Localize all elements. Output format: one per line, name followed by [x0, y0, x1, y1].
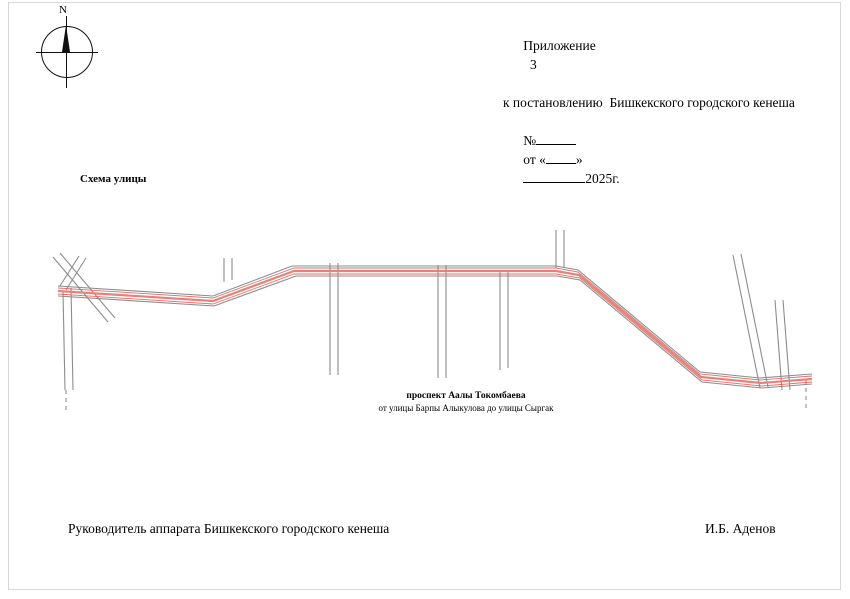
- header-appendix-label: Приложение: [523, 38, 596, 53]
- footer-position: Руководитель аппарата Бишкекского городского кенеша: [68, 521, 390, 536]
- header-from-label: от «: [523, 152, 546, 167]
- footer-signer: И.Б. Аденов: [705, 521, 776, 536]
- street-caption: [336, 390, 596, 414]
- street-range: от улицы Барпы Алыкулова до улицы Сыргак: [378, 403, 554, 413]
- road-network: [53, 230, 812, 412]
- header-year: 2025г.: [585, 171, 620, 186]
- header-resolution-line: к постановлению Бишкекского городского кенеша: [503, 95, 795, 110]
- header-number-label: №: [523, 133, 537, 148]
- compass-north-label: N: [59, 4, 67, 16]
- highlighted-route-edge: [58, 268, 812, 386]
- scheme-title: Схема улицы: [80, 173, 147, 185]
- header-appendix-number: 3: [530, 57, 537, 72]
- street-name: проспект Аалы Токомбаева: [406, 391, 526, 401]
- header-quote-close: »: [575, 152, 583, 167]
- highlighted-route: [58, 271, 812, 383]
